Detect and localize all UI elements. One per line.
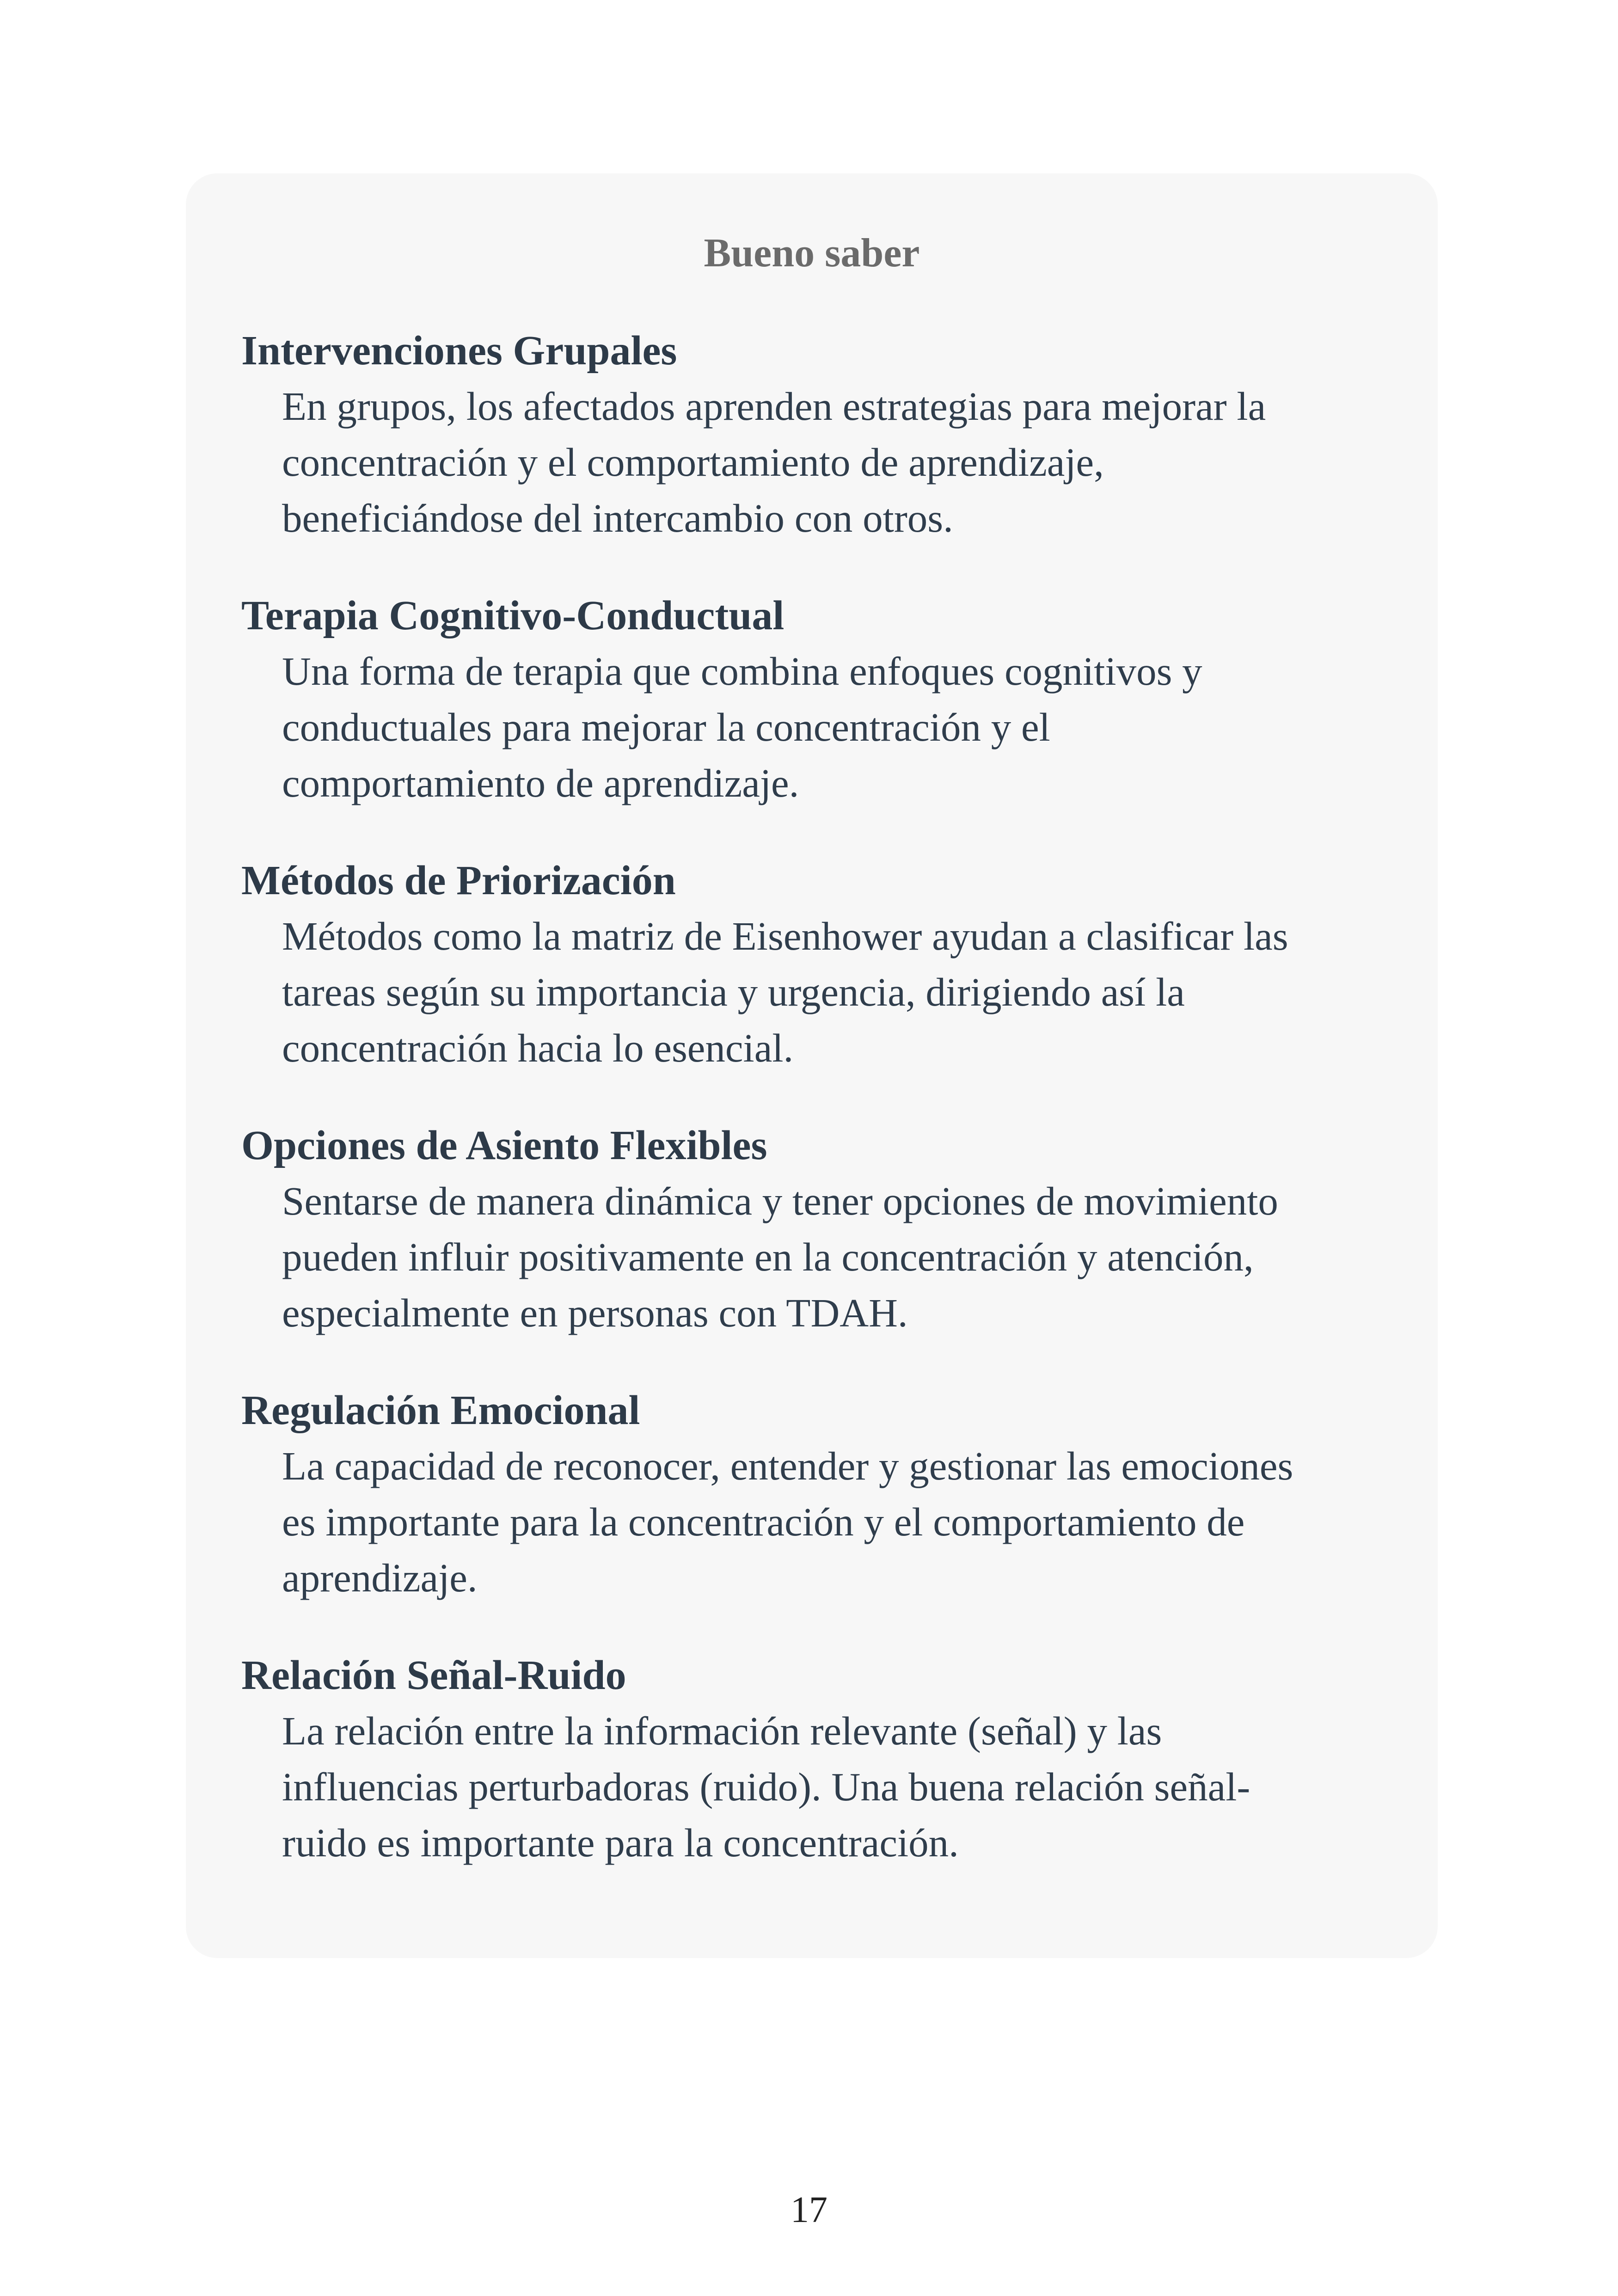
description-line: influencias perturbadoras (ruido). Una buena relación señal- [282, 1764, 1250, 1809]
glossary-term: Métodos de Priorización [241, 858, 676, 903]
description-line: ruido es importante para la concentración. [282, 1820, 959, 1865]
description-line: Sentarse de manera dinámica y tener opciones de movimiento [282, 1179, 1278, 1223]
description-line: aprendizaje. [282, 1555, 478, 1600]
glossary-entry [241, 1648, 1397, 1913]
glossary-description [282, 1703, 1397, 1871]
description-line: Una forma de terapia que combina enfoques cognitivos y [282, 649, 1202, 694]
description-line: es importante para la concentración y el comportamiento de [282, 1499, 1245, 1544]
description-line: pueden influir positivamente en la concentración y atención, [282, 1234, 1254, 1279]
info-box-title: Bueno saber [704, 231, 920, 276]
glossary-description [282, 643, 1397, 811]
glossary-entry [241, 1383, 1397, 1648]
glossary-term: Regulación Emocional [241, 1387, 640, 1433]
glossary-entry [241, 324, 1397, 589]
description-line: En grupos, los afectados aprenden estrategias para mejorar la [282, 384, 1266, 429]
description-line: concentración hacia lo esencial. [282, 1025, 794, 1070]
description-line: concentración y el comportamiento de aprendizaje, [282, 440, 1104, 485]
glossary-description [282, 908, 1397, 1076]
description-line: La capacidad de reconocer, entender y gestionar las emociones [282, 1443, 1293, 1488]
description-line: beneficiándose del intercambio con otros. [282, 496, 953, 540]
glossary-list [241, 324, 1397, 1913]
description-line: Métodos como la matriz de Eisenhower ayudan a clasificar las [282, 914, 1288, 958]
glossary-description [282, 1438, 1397, 1606]
description-line: especialmente en personas con TDAH. [282, 1290, 908, 1335]
glossary-entry [241, 1118, 1397, 1383]
glossary-entry [241, 589, 1397, 853]
page-number: 17 [791, 2190, 827, 2230]
glossary-entry [241, 853, 1397, 1118]
info-box [186, 173, 1438, 1958]
glossary-description [282, 1173, 1397, 1341]
description-line: conductuales para mejorar la concentración y el [282, 705, 1050, 749]
description-line: tareas según su importancia y urgencia, dirigiendo así la [282, 970, 1185, 1014]
description-line: comportamiento de aprendizaje. [282, 761, 799, 805]
glossary-term: Relación Señal-Ruido [241, 1652, 626, 1698]
glossary-term: Intervenciones Grupales [241, 328, 677, 374]
glossary-term: Terapia Cognitivo-Conductual [241, 593, 784, 638]
glossary-description [282, 378, 1397, 546]
description-line: La relación entre la información relevante (señal) y las [282, 1708, 1162, 1753]
glossary-term: Opciones de Asiento Flexibles [241, 1123, 767, 1168]
